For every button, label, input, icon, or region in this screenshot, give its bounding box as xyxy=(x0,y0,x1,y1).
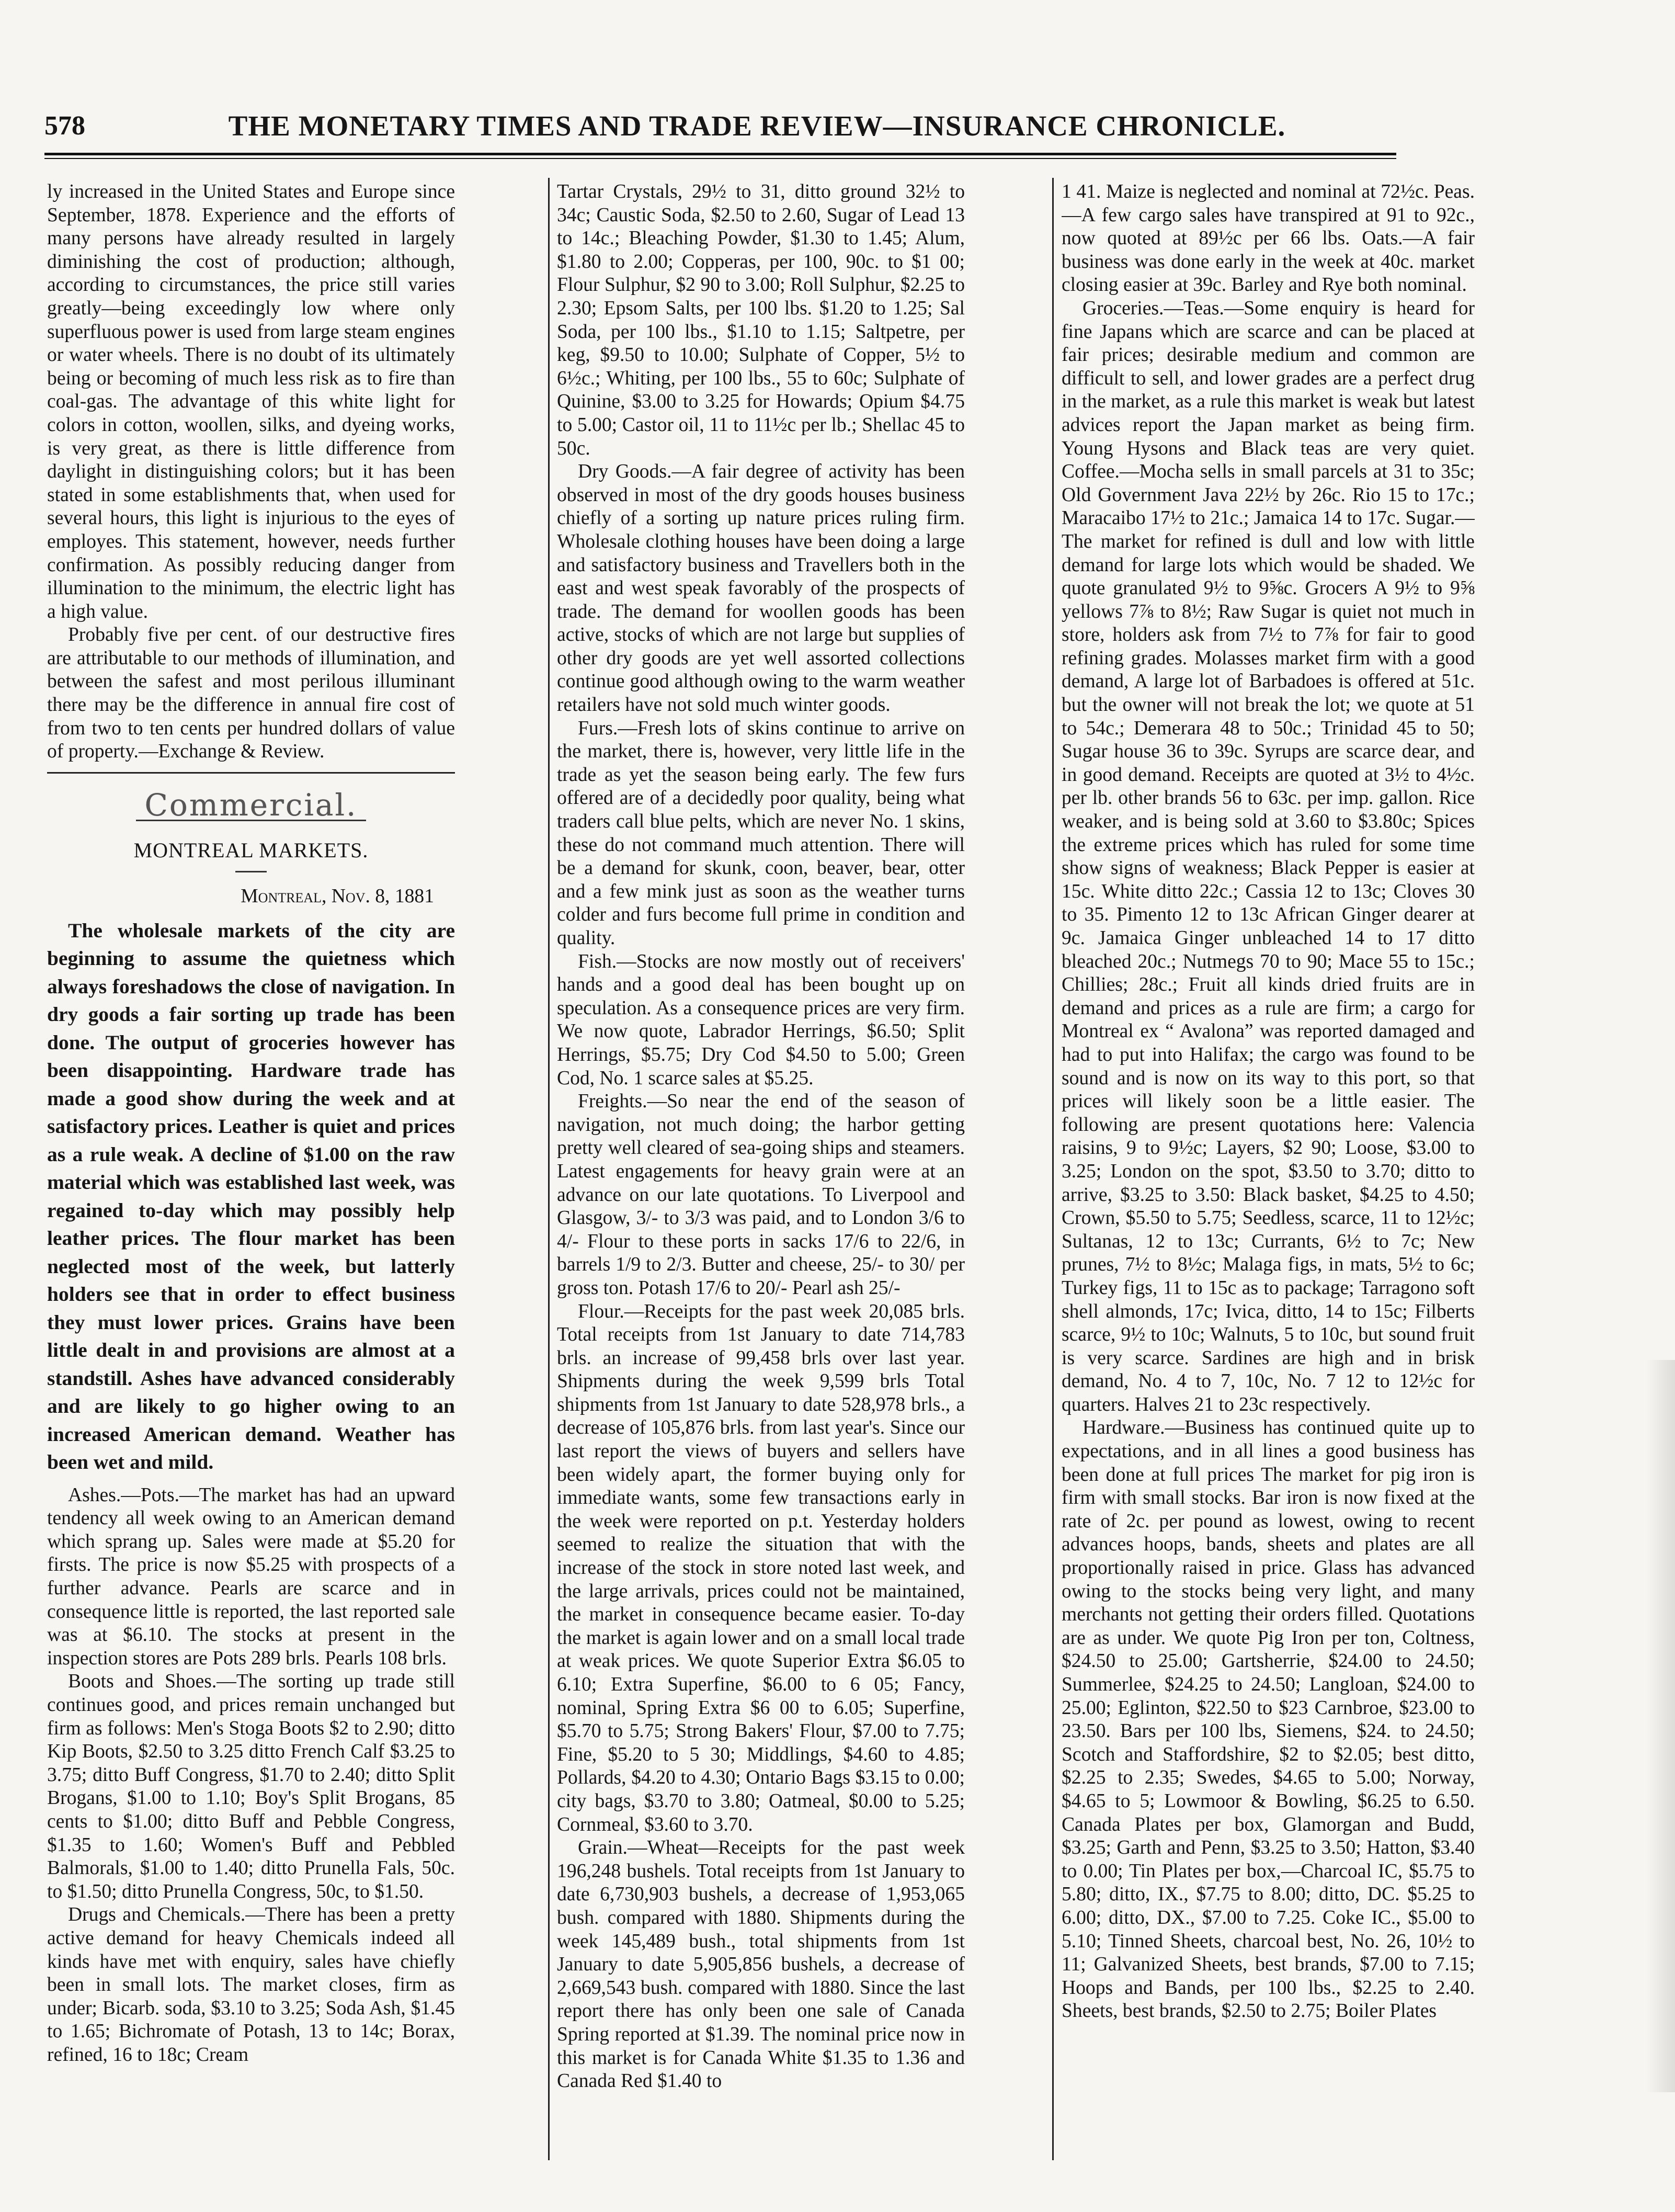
article-electric-light-conclusion: Probably five per cent. of our destructive fires are attributable to our methods of illumination, and between the safest and most perilous illuminant there may be the difference in annual fire cost of from two to ten cents per hundred dollars of value of property.—Exchange & Review. xyxy=(47,624,455,763)
page-header xyxy=(44,107,1396,144)
report-flour: Flour.—Receipts for the past week 20,085 brls. Total receipts from 1st January to date 714,783 brls. an increase of 99,458 brls over last year. Shipments during the week 9,599 brls Total shipments from 1st January to date 528,978 brls., a decrease of 105,876 brls. from last year's. Since our last report the views of buyers and sellers have been widely apart, the former buying only for immediate wants, some few transactions early in the week were reported on p.t. Yesterday holders seemed to realize the situation that with the increase of the stock in store noted last week, and the large arrivals, prices could not be maintained, the market in consequence became easier. To-day the market is again lower and on a small local trade at weak prices. We quote Superior Extra $6.05 to 6.10; Extra Superfine, $6.00 to 6 05; Fancy, nominal, Spring Extra $6 00 to 6.05; Superfine, $5.70 to 5.75; Strong Bakers' Flour, $7.00 to 7.75; Fine, $5.20 to 5 30; Middlings, $4.60 to 4.85; Pollards, $4.20 to 4.30; Ontario Bags $3.15 to 0.00; city bags, $3.70 to 3.80; Oatmeal, $0.00 to 5.25; Cornmeal, $3.60 to 3.70. xyxy=(557,1300,965,1835)
report-drugs-and-chemicals: Drugs and Chemicals.—There has been a pretty active demand for heavy Chemicals indeed all kinds have met with enquiry, sales have chiefly been in small lots. The market closes, firm as under; Bicarb. soda, $3.10 to 3.25; Soda Ash, $1.45 to 1.65; Bichromate of Potash, 13 to 14c; Borax, refined, 16 to 18c; Cream xyxy=(47,1904,455,2066)
masthead-title: THE MONETARY TIMES AND TRADE REVIEW—INSURANCE CHRONICLE. xyxy=(228,109,1286,142)
report-grain-continued: 1 41. Maize is neglected and nominal at 72½c. Peas.—A few cargo sales have transpired at 91 to 92c., now quoted at 89½c per 66 lbs. Oats.—A fair business was done early in the week at 40c. market closing easier at 39c. Barley and Rye both nominal. xyxy=(1062,181,1475,296)
header-rule-thin xyxy=(44,158,1396,159)
short-divider xyxy=(235,871,267,872)
report-freights: Freights.—So near the end of the season of navigation, not much doing; the harbor getting pretty well cleared of sea-going ships and steamers. Latest engagements for heavy grain were at an advance on our late quotations. To Liverpool and Glasgow, 3/- to 3/3 was paid, and to London 3/6 to 4/- Flour to these ports in sacks 17/6 to 22/6, in barrels 1/9 to 2/3. Butter and cheese, 25/- to 30/ per gross ton. Potash 17/6 to 20/- Pearl ash 25/- xyxy=(557,1091,965,1299)
markets-summary: The wholesale markets of the city are beginning to assume the quietness which always foreshadows the close of navigation. In dry goods a fair sorting up trade has been done. The output of groceries however has been disappointing. Hardware trade has made a good show during the week and at satisfactory prices. Leather is quiet and prices as a rule weak. A decline of $1.00 on the raw material which was established last week, was regained to-day which may possibly help leather prices. The flour market has been neglected most of the week, but latterly holders see that in order to effect business they must lower prices. Grains have been little dealt in and provisions are almost at a standstill. Ashes have advanced considerably and are likely to go higher owing to an increased American demand. Weather has been wet and mild. xyxy=(47,918,455,1474)
report-furs: Furs.—Fresh lots of skins continue to arrive on the market, there is, however, very little life in the trade as yet the season being early. The few furs offered are of a decidedly poor quality, being what traders call blue pelts, which are never No. 1 skins, these do not command much attention. There will be a demand for skunk, coon, beaver, bear, otter and a few mink just as soon as the weather turns colder and furs become full prime in condition and quality. xyxy=(557,717,965,949)
header-rule xyxy=(44,153,1396,155)
column-divider-2 xyxy=(1052,178,1054,2160)
report-hardware: Hardware.—Business has continued quite up to expectations, and in all lines a good business has been done at full prices The market for pig iron is firm with small stocks. Bar iron is now fixed at the rate of 2c. per pound as lowest, owing to recent advances hoops, bands, sheets and plates are all proportionally raised in price. Glass has advanced owing to the stocks being very light, and many merchants not getting their orders filled. Quotations are as under. We quote Pig Iron per ton, Coltness, $24.50 to 25.00; Gartsherrie, $24.00 to 24.50; Summerlee, $24.25 to 24.50; Langloan, $24.00 to 25.00; Eglinton, $22.50 to $23 Carnbroe, $23.00 to 23.50. Bars per 100 lbs, Siemens, $24. to 24.50; Scotch and Staffordshire, $2 to $2.05; best ditto, $2.25 to 2.35; Swedes, $4.65 to 5.00; Norway, $4.65 to 5; Lowmoor & Bowling, $6.25 to 6.50. Canada Plates per box, Glamorgan and Budd, $3.25; Garth and Penn, $3.25 to 3.50; Hatton, $3.40 to 0.00; Tin Plates per box,—Charcoal IC, $5.75 to 5.80; ditto, IX., $7.75 to 8.00; ditto, DC. $5.25 to 6.00; ditto, DX., $7.00 to 7.25. Coke IC., $5.00 to 5.10; Tinned Sheets, charcoal best, No. 26, 10½ to 11; Galvanized Sheets, best brands, $7.00 to 7.15; Hoops and Bands, per 100 lbs., $2.25 to 2.40. Sheets, best brands, $2.50 to 2.75; Boiler Plates xyxy=(1062,1417,1475,2022)
column-3 xyxy=(1062,180,1475,2168)
report-fish: Fish.—Stocks are now mostly out of receivers' hands and a good deal has been bought up on speculation. As a consequence prices are very firm. We now quote, Labrador Herrings, $6.50; Split Herrings, $5.75; Dry Cod $4.50 to 5.00; Green Cod, No. 1 scarce sales at $5.25. xyxy=(557,950,965,1089)
page-number: 578 xyxy=(44,110,85,141)
dateline: Montreal, Nov. 8, 1881 xyxy=(241,886,434,908)
report-dry-goods: Dry Goods.—A fair degree of activity has been observed in most of the dry goods houses business chiefly of a sorting up nature prices ruling firm. Wholesale clothing houses have been doing a large and satisfactory business and Travellers both in the east and west speak favorably of the prospects of trade. The demand for woollen goods has been active, stocks of which are not large but supplies of other dry goods are yet well assorted collections continue good although owing to the warm weather retailers have not sold much winter goods. xyxy=(557,461,965,716)
report-groceries: Groceries.—Teas.—Some enquiry is heard for fine Japans which are scarce and can be placed at fair prices; desirable medium and common are difficult to sell, and lower grades are a perfect drug in the market, as a rule this market is weak but latest advices report the Japan market as being firm. Young Hysons and Black teas are very quiet. Coffee.—Mocha sells in small parcels at 31 to 35c; Old Government Java 22½ by 26c. Rio 15 to 17c.; Maracaibo 17½ to 21c.; Jamaica 14 to 17c. Sugar.—The market for refined is dull and low with little demand for large lots which would be shaded. We quote granulated 9½ to 9⅝c. Grocers A 9½ to 9⅝ yellows 7⅞ to 8½; Raw Sugar is quiet not much in store, holders ask from 7½ to 7⅞ for fair to good refining grades. Molasses market firm with a good demand, A large lot of Barbadoes is offered at 51c. but the owner will not break the lot; we quote at 51 to 54c.; Demerara 48 to 50c.; Trinidad 45 to 50; Sugar house 36 to 39c. Syrups are scarce dear, and in good demand. Receipts are quoted at 3½ to 4½c. per lb. other brands 56 to 63c. per imp. gallon. Rice weaker, and is being sold at 3.60 to $3.80c; Spices the extreme prices which has ruled for some time show signs of weakness; Black Pepper is easier at 15c. White ditto 22c.; Cassia 12 to 13c; Cloves 30 to 35. Pimento 12 to 13c African Ginger dearer at 9c. Jamaica Ginger unbleached 14 to 17 ditto bleached 20c.; Nutmegs 70 to 90; Mace 55 to 15c.; Chillies; 28c.; Fruit all kinds dried fruits are in demand and prices as a rule are firm; a cargo for Montreal ex “ Avalona” was reported damaged and had to put into Halifax; the cargo was found to be sound and is now on its way to this port, so that prices will likely soon be a little easier. The following are present quotations here: Valencia raisins, 9 to 9½c; Layers, $2 90; Loose, $3.00 to 3.25; London on the spot, $3.50 to 3.70; ditto to arrive, $3.25 to 3.50: Black basket, $4.25 to 4.50; Crown, $5.50 to 5.75; Seedless, scarce, 11 to 12½c; Sultanas, 12 to 13c; Currants, 6½ to 7c; New prunes, 7½ to 8½c; Malaga figs, in mats, 5½ to 6c; Turkey figs, 11 to 15c as to package; Tarragono soft shell almonds, 17c; Ivica, ditto, 14 to 15c; Filberts scarce, 9½ to 10c; Walnuts, 5 to 10c, but sound fruit is very scarce. Sardines are high and in brisk demand, No. 4 to 7, 10c, No. 7 12 to 12½c for quarters. Halves 21 to 23c respectively. xyxy=(1062,297,1475,1415)
report-ashes: Ashes.—Pots.—The market has had an upward tendency all week owing to an American demand which sprang up. Sales were made at $5.20 for firsts. The price is now $5.25 with prospects of a further advance. Pearls are scarce and in consequence little is reported, the last reported sale was at $6.10. The stocks at present in the inspection stores are Pots 289 brls. Pearls 108 brls. xyxy=(47,1484,455,1669)
report-grain: Grain.—Wheat—Receipts for the past week 196,248 bushels. Total receipts from 1st January to date 6,730,903 bushels, a decrease of 1,953,065 bush. compared with 1880. Shipments during the week 145,489 bush., total shipments from 1st January to date 5,905,856 bushels, a decrease of 2,669,543 bush. compared with 1880. Since the last report there has only been one sale of Canada Spring reported at $1.39. The nominal price now in this market is for Canada White $1.35 to 1.36 and Canada Red $1.40 to xyxy=(557,1837,965,2092)
column-divider-1 xyxy=(548,178,550,2160)
article-end-rule xyxy=(47,772,455,774)
markets-heading: MONTREAL MARKETS. xyxy=(133,838,369,863)
page-edge-shadow xyxy=(1646,1360,1675,2092)
column-2 xyxy=(557,180,965,2168)
markets-summary-block xyxy=(47,917,455,1477)
section-heading-commercial: Commercial. xyxy=(144,787,358,823)
report-boots-and-shoes: Boots and Shoes.—The sorting up trade still continues good, and prices remain unchanged but firm as follows: Men's Stoga Boots $2 to 2.90; ditto Kip Boots, $2.50 to 3.25 ditto French Calf $3.25 to 3.75; ditto Buff Congress, $1.70 to 2.40; ditto Split Brogans, $1.00 to 1.10; Boy's Split Brogans, 85 cents to $1.00; ditto Buff and Pebble Congress, $1.35 to 1.60; Women's Buff and Pebbled Balmorals, $1.00 to 1.40; ditto Prunella Fals, 50c. to $1.50; ditto Prunella Congress, 50c, to $1.50. xyxy=(47,1671,455,1902)
column-1 xyxy=(47,180,455,2168)
article-electric-light-text: ly increased in the United States and Europe since September, 1878. Experience and the efforts of many persons have already resulted in largely diminishing the cost of production; although, according to circumstances, the price still varies greatly—being exceedingly low where only superfluous power is used from large steam engines or water wheels. There is no doubt of its ultimately being or becoming of much less risk as to fire than coal-gas. The advantage of this white light for colors in cotton, woollen, silks, and dyeing works, is very great, as there is little difference from daylight in distinguishing colors; but it has been stated in some establishments that, when used for several hours, this light is injurious to the eyes of employes. This statement, however, needs further confirmation. As possibly reducing danger from illumination to the minimum, the electric light has a high value. xyxy=(47,181,455,622)
report-drugs-continued: Tartar Crystals, 29½ to 31, ditto ground 32½ to 34c; Caustic Soda, $2.50 to 2.60, Sugar of Lead 13 to 14c.; Bleaching Powder, $1.30 to 1.45; Alum, $1.80 to 2.00; Copperas, per 100, 90c. to $1 00; Flour Sulphur, $2 90 to 3.00; Roll Sulphur, $2.25 to 2.30; Epsom Salts, per 100 lbs. $1.20 to 1.25; Sal Soda, per 100 lbs., $1.10 to 1.15; Saltpetre, per keg, $9.50 to 10.00; Sulphate of Copper, 5½ to 6½c.; Whiting, per 100 lbs., 55 to 60c; Sulphate of Quinine, $3.00 to 3.25 for Howards; Opium $4.75 to 5.00; Castor oil, 11 to 11½c per lb.; Shellac 45 to 50c. xyxy=(557,181,965,459)
